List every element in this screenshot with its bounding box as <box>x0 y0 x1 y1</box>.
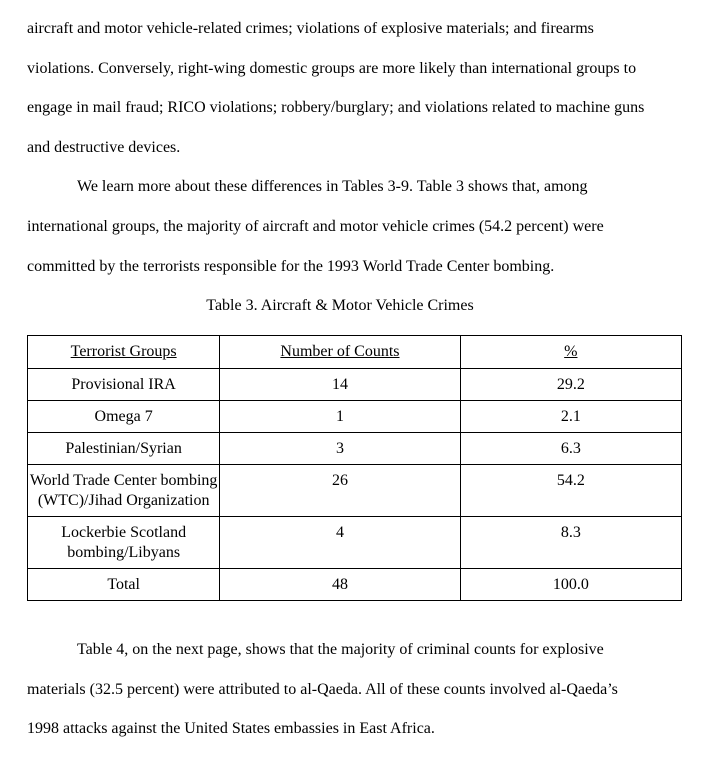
counts-cell: 26 <box>220 465 460 517</box>
group-cell: Omega 7 <box>28 401 220 433</box>
group-cell: Palestinian/Syrian <box>28 433 220 465</box>
percent-cell: 2.1 <box>460 401 681 433</box>
table-header-row <box>28 336 682 369</box>
table-row <box>28 433 682 465</box>
percent-cell: 29.2 <box>460 369 681 401</box>
crimes-table <box>27 335 682 601</box>
counts-cell: 1 <box>220 401 460 433</box>
counts-cell: 3 <box>220 433 460 465</box>
table-row <box>28 369 682 401</box>
paragraph-1-line-1: aircraft and motor vehicle-related crimes; violations of explosive materials; and firearms <box>27 20 594 37</box>
paragraph-1-line-4: and destructive devices. <box>27 139 181 156</box>
header-number-of-counts: Number of Counts <box>220 336 460 369</box>
percent-cell: 100.0 <box>460 569 681 601</box>
percent-cell: 8.3 <box>460 517 681 569</box>
table-row <box>28 401 682 433</box>
paragraph-3-line-2: materials (32.5 percent) were attributed to al-Qaeda. All of these counts involved al-Qaeda’s <box>27 681 618 698</box>
paragraph-1-line-3: engage in mail fraud; RICO violations; robbery/burglary; and violations related to machine guns <box>27 99 645 116</box>
table-row <box>28 465 682 517</box>
group-cell <box>28 517 220 569</box>
group-cell <box>28 465 220 517</box>
group-cell: Provisional IRA <box>28 369 220 401</box>
group-cell-line-1: Lockerbie Scotland <box>61 524 187 541</box>
paragraph-2-line-2: international groups, the majority of aircraft and motor vehicle crimes (54.2 percent) were <box>27 218 604 235</box>
table-row <box>28 517 682 569</box>
table-total-row <box>28 569 682 601</box>
paragraph-3-line-1: Table 4, on the next page, shows that the majority of criminal counts for explosive <box>77 641 604 658</box>
group-cell-line-2: bombing/Libyans <box>67 544 181 561</box>
paragraph-2-line-1: We learn more about these differences in Tables 3-9. Table 3 shows that, among <box>77 178 588 195</box>
table-caption: Table 3. Aircraft & Motor Vehicle Crimes <box>206 297 474 314</box>
counts-cell: 14 <box>220 369 460 401</box>
percent-cell: 6.3 <box>460 433 681 465</box>
counts-cell: 4 <box>220 517 460 569</box>
paragraph-1-line-2: violations. Conversely, right-wing domestic groups are more likely than international groups to <box>27 60 637 77</box>
group-cell-line-2: (WTC)/Jihad Organization <box>37 492 210 509</box>
header-percent: % <box>460 336 681 369</box>
counts-cell: 48 <box>220 569 460 601</box>
percent-cell: 54.2 <box>460 465 681 517</box>
group-cell-line-1: World Trade Center bombing <box>29 472 218 489</box>
group-cell: Total <box>28 569 220 601</box>
header-terrorist-groups: Terrorist Groups <box>28 336 220 369</box>
paragraph-2-line-3: committed by the terrorists responsible for the 1993 World Trade Center bombing. <box>27 258 555 275</box>
paragraph-3-line-3: 1998 attacks against the United States embassies in East Africa. <box>27 720 435 737</box>
